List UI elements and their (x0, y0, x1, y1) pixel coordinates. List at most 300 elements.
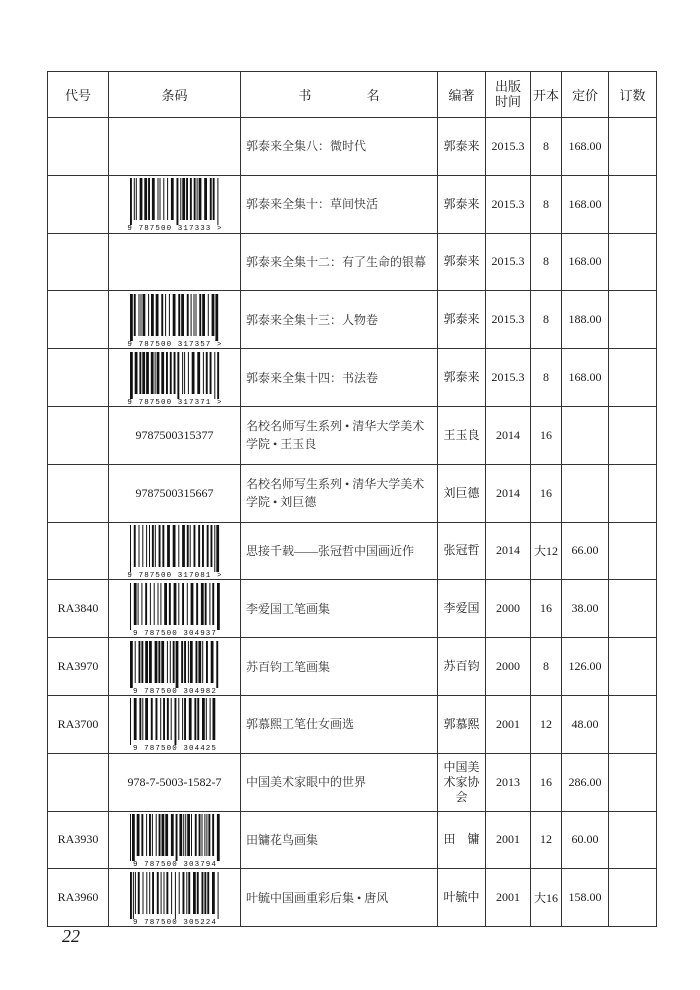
barcode-bar (134, 872, 135, 914)
order-quantity (609, 406, 657, 464)
book-price: 188.00 (562, 291, 609, 349)
barcode-cell (109, 580, 241, 638)
book-price: 286.00 (562, 753, 609, 811)
barcode-bar (134, 352, 137, 394)
barcode-cell (109, 695, 241, 753)
book-format: 8 (531, 291, 562, 349)
barcode-bar (202, 352, 203, 394)
publish-date: 2014 (486, 522, 531, 580)
barcode-bar (204, 178, 207, 220)
barcode-bar (170, 698, 171, 740)
barcode-bar (178, 525, 179, 567)
book-price: 168.00 (562, 233, 609, 291)
publish-date: 2014 (486, 406, 531, 464)
barcode-bar (161, 641, 164, 683)
publish-date: 2015.3 (486, 349, 531, 407)
book-price: 66.00 (562, 522, 609, 580)
barcode-bar (182, 352, 183, 394)
barcode-bar (133, 583, 136, 625)
barcode-bar (169, 641, 170, 683)
isbn-text: 978-7-5003-1582-7 (127, 774, 222, 789)
barcode-bar (138, 641, 140, 683)
barcode-bar (216, 525, 219, 572)
table-header-row (48, 72, 657, 118)
barcode-bar (142, 698, 143, 740)
barcode-digits: 9 787500 317357 > (126, 340, 223, 348)
barcode-bar (167, 525, 170, 567)
barcode-bar (179, 814, 182, 856)
barcode-bar (182, 872, 184, 914)
barcode-bar (186, 178, 188, 220)
barcode-bar (169, 352, 171, 394)
barcode-digits: 9 787500 305224 (132, 918, 217, 926)
barcode-digits: 9 787500 317371 > (126, 398, 223, 406)
book-title: 郭泰来全集十四：书法卷 (241, 349, 438, 407)
order-quantity (609, 695, 657, 753)
barcode-bar (157, 178, 158, 220)
barcode-bar (149, 525, 150, 567)
book-price: 168.00 (562, 118, 609, 176)
barcode-image (124, 523, 226, 579)
barcode-cell (109, 811, 241, 869)
barcode-bar (163, 698, 165, 740)
book-price: 158.00 (562, 869, 609, 927)
barcode-bar (149, 872, 150, 914)
book-author: 刘巨德 (438, 464, 486, 522)
book-author: 苏百钧 (438, 638, 486, 696)
barcode-cell (109, 406, 241, 464)
publish-date: 2001 (486, 695, 531, 753)
barcode-bar (193, 178, 195, 220)
barcode-bar (216, 814, 219, 861)
barcode-bar (183, 814, 184, 856)
barcode-bar (148, 178, 150, 220)
table-row (48, 522, 657, 580)
book-author: 李爱国 (438, 580, 486, 638)
barcode-bar (142, 525, 143, 567)
barcode-bar (184, 641, 186, 683)
barcode-bar (163, 872, 164, 914)
header-price: 定价 (562, 72, 609, 118)
barcode-bar (160, 698, 161, 740)
barcode-bar (201, 814, 202, 856)
order-quantity (609, 753, 657, 811)
barcode-bar (202, 525, 204, 567)
publish-date: 2015.3 (486, 175, 531, 233)
book-price: 60.00 (562, 811, 609, 869)
barcode-bar (154, 525, 155, 567)
barcode-bar (136, 814, 139, 856)
barcode-bar (198, 178, 201, 220)
barcode-bar (130, 294, 133, 341)
book-title: 郭泰来全集十二：有了生命的银幕 (241, 233, 438, 291)
barcode-bar (175, 641, 178, 688)
barcode-bar (152, 872, 154, 914)
header-date-line2: 时间 (494, 94, 521, 109)
barcode-bar (158, 814, 160, 856)
barcode-image (124, 350, 226, 406)
book-price: 38.00 (562, 580, 609, 638)
barcode-bar (153, 583, 154, 625)
barcode-bar (150, 352, 153, 394)
barcode-bar (209, 698, 210, 740)
barcode-bar (137, 872, 139, 914)
order-quantity (609, 638, 657, 696)
barcode-bar (166, 872, 168, 914)
barcode-bar (197, 352, 200, 394)
barcode-bar (211, 294, 214, 336)
book-format: 8 (531, 638, 562, 696)
publish-date: 2000 (486, 580, 531, 638)
book-author: 郭泰来 (438, 118, 486, 176)
barcode-bar (173, 583, 176, 625)
book-author: 郭泰来 (438, 291, 486, 349)
barcode-bar (145, 698, 148, 740)
barcode-bar (171, 872, 172, 914)
isbn-text: 9787500315377 (135, 427, 214, 442)
book-format: 12 (531, 695, 562, 753)
barcode-bar (202, 641, 203, 683)
book-format: 8 (531, 233, 562, 291)
barcode-bar (208, 814, 210, 856)
barcode-bar (196, 872, 198, 914)
barcode-bar (151, 294, 154, 336)
book-author: 田 镛 (438, 811, 486, 869)
table-body (48, 118, 657, 927)
header-date (486, 72, 531, 118)
order-quantity (609, 118, 657, 176)
barcode-bar (165, 294, 166, 336)
barcode-bar (200, 583, 203, 625)
barcode-bar (199, 294, 201, 336)
barcode-bar (142, 294, 145, 336)
barcode-image (124, 176, 226, 232)
barcode-bar (217, 178, 218, 225)
barcode-bar (151, 178, 154, 220)
barcode-image (124, 870, 226, 926)
barcode-bar (146, 525, 147, 567)
barcode-bar (202, 698, 205, 740)
barcode-bar (133, 525, 135, 567)
barcode-bar (168, 583, 170, 625)
barcode-bar (180, 178, 181, 220)
barcode-bar (164, 583, 167, 625)
header-date-stack (495, 79, 521, 109)
book-title: 郭泰来全集八：微时代 (241, 118, 438, 176)
barcode-bar (204, 872, 206, 914)
header-barcode: 条码 (109, 72, 241, 118)
book-code (48, 291, 109, 349)
barcode-digits: 9 787500 304425 (132, 745, 217, 753)
book-format: 16 (531, 406, 562, 464)
book-title: 名校名师写生系列 • 清华大学美术学院 • 王玉良 (241, 406, 438, 464)
barcode-bar (198, 641, 201, 683)
barcode-digits: 9 787500 317333 > (126, 225, 223, 233)
barcode-bar (212, 583, 214, 625)
book-catalog-table (47, 71, 657, 927)
barcode-bar (190, 294, 191, 336)
barcode-bar (198, 525, 200, 567)
barcode-bar (186, 294, 188, 336)
barcode-bar (144, 178, 147, 220)
table-row (48, 406, 657, 464)
barcode-bar (138, 525, 139, 567)
barcode-cell (109, 233, 241, 291)
barcode-cell (109, 175, 241, 233)
book-title: 郭慕熙工笔仕女画选 (241, 695, 438, 753)
publish-date: 2015.3 (486, 291, 531, 349)
table-row (48, 753, 657, 811)
barcode-bar (155, 814, 156, 856)
page-number: 22 (62, 926, 80, 946)
barcode-bar (189, 525, 190, 567)
barcode-bar (148, 294, 149, 336)
barcode-bar (196, 583, 198, 625)
book-format: 16 (531, 464, 562, 522)
barcode-cell (109, 522, 241, 580)
barcode-bar (209, 352, 211, 394)
order-quantity (609, 580, 657, 638)
barcode-digits: 9 787500 304982 (132, 687, 217, 695)
book-code: RA3960 (48, 869, 109, 927)
book-author: 郭泰来 (438, 233, 486, 291)
barcode-bar (149, 814, 151, 856)
barcode-bar (210, 641, 213, 683)
barcode-bar (206, 814, 207, 856)
book-code (48, 464, 109, 522)
barcode-bar (197, 698, 199, 740)
book-format: 8 (531, 175, 562, 233)
barcode-bar (130, 641, 133, 688)
barcode-bar (130, 698, 131, 745)
barcode-bar (214, 352, 215, 399)
barcode-bar (156, 352, 159, 394)
barcode-bar (194, 814, 196, 856)
barcode-bar (149, 641, 152, 683)
barcode-bar (160, 872, 161, 914)
barcode-bar (133, 294, 135, 336)
order-quantity (609, 175, 657, 233)
barcode-bar (204, 814, 205, 856)
barcode-bar (132, 814, 135, 861)
table-row (48, 118, 657, 176)
barcode-cell (109, 869, 241, 927)
barcode-bar (196, 178, 197, 220)
book-code: RA3930 (48, 811, 109, 869)
barcode-bar (130, 872, 132, 919)
barcode-bar (156, 872, 158, 914)
barcode-bar (130, 814, 131, 861)
book-title: 苏百钧工笔画集 (241, 638, 438, 696)
barcode-bar (166, 352, 168, 394)
barcode-digits: 9 787500 317081 > (126, 571, 223, 579)
barcode-bar (173, 352, 175, 394)
book-author: 王玉良 (438, 406, 486, 464)
barcode-bar (170, 178, 173, 220)
table-row (48, 638, 657, 696)
barcode-bar (187, 814, 190, 856)
barcode-bar (141, 814, 143, 856)
barcode-bar (188, 698, 191, 740)
book-code (48, 522, 109, 580)
header-title-text: 书 名 (298, 88, 406, 103)
header-date-line1: 出版 (494, 79, 521, 94)
table-row (48, 464, 657, 522)
barcode-bar (166, 698, 168, 740)
book-code: RA3970 (48, 638, 109, 696)
header-order: 订数 (609, 72, 657, 118)
barcode-bar (155, 294, 158, 336)
book-code: RA3840 (48, 580, 109, 638)
table-row (48, 175, 657, 233)
barcode-bar (161, 352, 164, 394)
book-format: 12 (531, 811, 562, 869)
barcode-bar (191, 352, 194, 394)
barcode-bar (170, 814, 173, 856)
barcode-bar (181, 641, 183, 683)
barcode-bar (130, 178, 132, 225)
book-code (48, 406, 109, 464)
barcode-bar (155, 698, 157, 740)
barcode-bar (214, 525, 215, 572)
barcode-bar (198, 814, 200, 856)
barcode-bar (172, 525, 175, 567)
book-price: 168.00 (562, 349, 609, 407)
publish-date: 2015.3 (486, 118, 531, 176)
barcode-image (124, 639, 226, 695)
barcode-bar (217, 352, 219, 399)
barcode-bar (137, 583, 138, 625)
barcode-image (124, 696, 226, 752)
barcode-bar (130, 525, 131, 572)
barcode-bar (139, 698, 141, 740)
barcode-bar (166, 641, 167, 683)
publish-date: 2000 (486, 638, 531, 696)
barcode-bar (178, 698, 179, 740)
barcode-bar (160, 583, 161, 625)
barcode-bar (151, 814, 152, 856)
book-format: 8 (531, 118, 562, 176)
header-title (241, 72, 438, 118)
barcode-bar (186, 583, 187, 625)
barcode-bar (187, 641, 188, 683)
barcode-bar (181, 294, 184, 336)
barcode-bar (133, 178, 134, 220)
barcode-bar (135, 178, 136, 220)
barcode-bar (206, 641, 208, 683)
barcode-image (124, 812, 226, 868)
barcode-bar (212, 698, 215, 740)
book-code: RA3700 (48, 695, 109, 753)
publish-date: 2001 (486, 811, 531, 869)
table-row (48, 869, 657, 927)
barcode-bar (182, 583, 184, 625)
barcode-bar (186, 872, 187, 914)
publish-date: 2015.3 (486, 233, 531, 291)
barcode-cell (109, 638, 241, 696)
barcode-bar (184, 698, 186, 740)
barcode-bar (154, 352, 155, 394)
book-title: 李爱国工笔画集 (241, 580, 438, 638)
barcode-bar (165, 814, 168, 856)
barcode-bar (167, 178, 168, 220)
barcode-bar (202, 294, 205, 336)
barcode-bar (138, 294, 139, 336)
barcode-cell (109, 291, 241, 349)
book-price (562, 464, 609, 522)
barcode-bar (139, 178, 142, 220)
barcode-bar (212, 814, 214, 856)
book-format: 8 (531, 349, 562, 407)
barcode-bar (186, 525, 188, 567)
publish-date: 2013 (486, 753, 531, 811)
barcode-bar (215, 294, 218, 341)
order-quantity (609, 522, 657, 580)
barcode-bar (182, 178, 185, 220)
barcode-bar (184, 352, 185, 394)
barcode-cell (109, 753, 241, 811)
barcode-bar (146, 872, 147, 914)
book-title: 叶毓中国画重彩后集 • 唐风 (241, 869, 438, 927)
barcode-cell (109, 464, 241, 522)
barcode-bar (172, 641, 174, 683)
barcode-bar (189, 641, 192, 683)
barcode-bar (159, 178, 160, 220)
barcode-bar (209, 178, 211, 220)
barcode-bar (205, 698, 206, 740)
book-title: 名校名师写生系列 • 清华大学美术学院 • 刘巨德 (241, 464, 438, 522)
barcode-bar (188, 872, 190, 914)
barcode-bar (174, 872, 175, 919)
barcode-bar (201, 872, 203, 914)
book-code (48, 233, 109, 291)
barcode-bar (178, 583, 179, 625)
barcode-bar (162, 525, 164, 567)
barcode-bar (210, 525, 212, 567)
book-price: 48.00 (562, 695, 609, 753)
barcode-bar (212, 872, 215, 914)
barcode-bar (190, 583, 193, 625)
book-code (48, 175, 109, 233)
barcode-bar (174, 698, 176, 745)
order-quantity (609, 349, 657, 407)
book-author: 郭泰来 (438, 175, 486, 233)
barcode-bar (195, 294, 196, 336)
order-quantity (609, 464, 657, 522)
barcode-bar (130, 583, 131, 630)
table-row (48, 695, 657, 753)
table-row (48, 349, 657, 407)
barcode-bar (193, 294, 194, 336)
book-format: 16 (531, 753, 562, 811)
barcode-bar (194, 698, 196, 740)
barcode-bar (178, 294, 180, 336)
table-row (48, 233, 657, 291)
barcode-bar (145, 641, 148, 683)
barcode-bar (141, 641, 143, 683)
book-format: 大16 (531, 869, 562, 927)
book-author: 中国美术家协会 (438, 753, 486, 811)
book-author: 张冠哲 (438, 522, 486, 580)
barcode-bar (182, 525, 185, 567)
barcode-bar (158, 525, 160, 567)
barcode-cell (109, 118, 241, 176)
barcode-digits: 9 787500 303794 (132, 860, 217, 868)
barcode-bar (193, 872, 196, 914)
barcode-bar (141, 583, 142, 625)
barcode-digits: 9 787500 304937 (132, 629, 217, 637)
barcode-bar (157, 583, 158, 625)
